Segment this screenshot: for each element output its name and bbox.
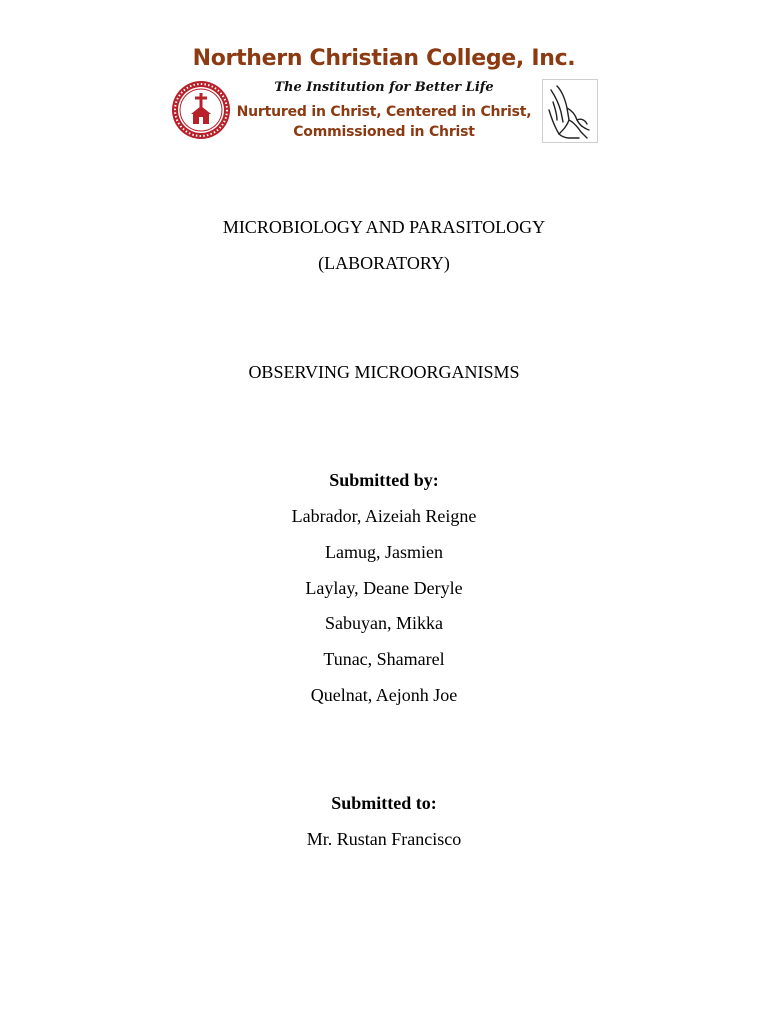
motto-line-2: Commissioned in Christ [293,124,475,140]
college-tagline: The Institution for Better Life [274,80,494,95]
college-name: Northern Christian College, Inc. [192,46,576,71]
member-name: Lamug, Jasmien [325,542,443,562]
instructor-name: Mr. Rustan Francisco [306,829,462,849]
course-subtitle: (LABORATORY) [318,253,450,273]
member-name: Sabuyan, Mikka [325,613,443,633]
letterhead [0,0,768,160]
activity-title: OBSERVING MICROORGANISMS [248,362,520,382]
motto-line-1: Nurtured in Christ, Centered in Christ, [236,104,532,120]
member-name: Laylay, Deane Deryle [305,578,463,598]
submitted-by-label: Submitted by: [329,470,439,490]
course-title: MICROBIOLOGY AND PARASITOLOGY [222,217,546,237]
praying-hands-icon [542,79,598,143]
member-name: Quelnat, Aejonh Joe [310,685,458,705]
member-name: Labrador, Aizeiah Reigne [291,506,477,526]
member-name: Tunac, Shamarel [323,649,445,669]
submitted-to-label: Submitted to: [331,793,437,813]
